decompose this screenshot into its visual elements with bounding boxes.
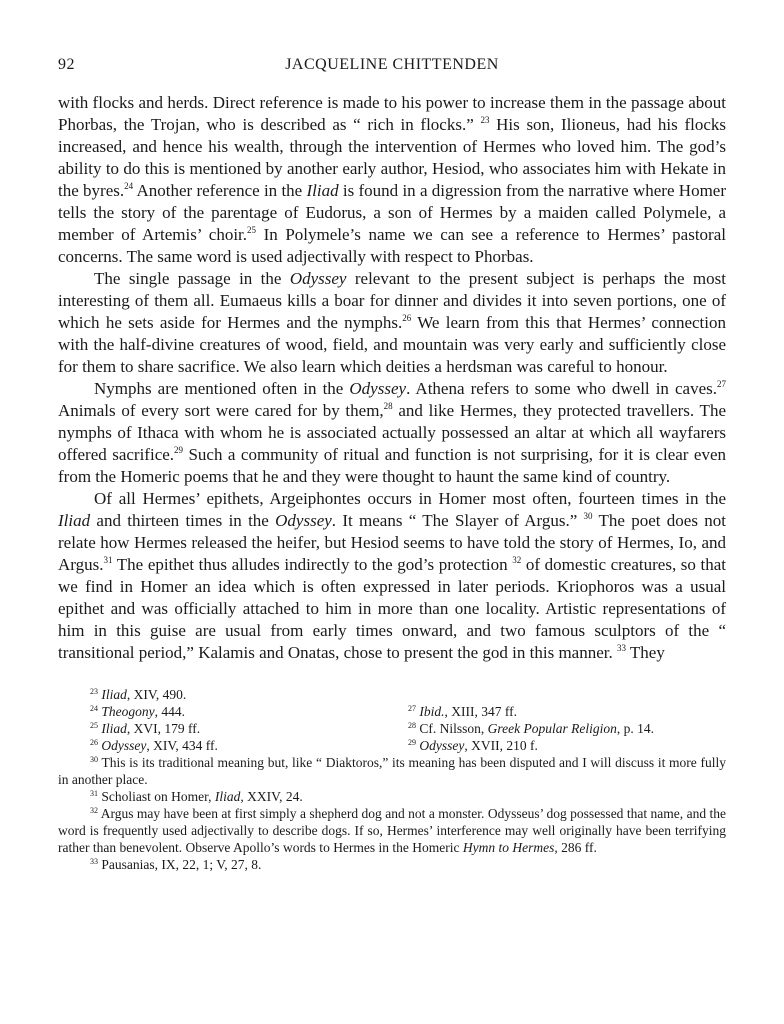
footnote-23: $^{23}$ Iliad, XIV, 490.	[90, 687, 187, 702]
footnote-33: $^{33}$ Pausanias, IX, 22, 1; V, 27, 8.	[90, 857, 262, 872]
footnote-ref-29[interactable]: 29	[174, 445, 184, 455]
footnote-ref-23[interactable]: 23	[480, 115, 490, 125]
page-header	[58, 52, 726, 80]
footnote-ref-26[interactable]: 26	[402, 313, 412, 323]
footnote-ref-27[interactable]: 27	[717, 379, 726, 389]
footnote-ref-30[interactable]: 30	[583, 511, 593, 521]
page-number: 92	[58, 56, 75, 73]
footnote-28: $^{28}$ Cf. Nilsson, Greek Popular Religion, p. 14.	[408, 721, 654, 736]
page	[58, 52, 726, 873]
running-head: JACQUELINE CHITTENDEN	[285, 56, 499, 73]
paragraph-2: The single passage in the Odyssey relevant to the present subject is perhaps the most interesting of them all. Eumaeus kills a boar for dinner and divides it into seven portions, one of which he sets aside for Hermes and the nymphs.$^{26}$ We learn from this that Hermes’ connection with the half-divine creatures of wood, field, and mountain was very early and sufficiently close for them to share sacrifice. We also learn which deities a herdsman was careful to honour.	[58, 269, 726, 376]
footnote-32: $^{32}$ Argus may have been at first simply a shepherd dog and not a monster. Odysseus’ dog possessed that name, and the word is frequently used adjectivally to describe dogs. If so, Hermes’ interference may well originally have been terrifying rather than benevolent. Observe Apollo’s words to Hermes in the Homeric Hymn to Hermes, 286 ff.	[58, 806, 727, 855]
footnote-ref-31[interactable]: 31	[103, 555, 113, 565]
footnote-27: $^{27}$ Ibid., XIII, 347 ff.	[408, 704, 517, 719]
footnote-ref-25[interactable]: 25	[247, 225, 257, 235]
footnote-ref-33[interactable]: 33	[616, 643, 626, 653]
footnotes	[58, 686, 726, 873]
body-text	[58, 92, 726, 664]
footnote-26: $^{26}$ Odyssey, XIV, 434 ff.	[90, 738, 218, 753]
footnote-ref-32[interactable]: 32	[512, 555, 522, 565]
footnote-ref-28[interactable]: 28	[383, 401, 393, 411]
footnote-30: $^{30}$ This is its traditional meaning but, like “ Diaktoros,” its meaning has been disputed and I will discuss it more fully in another place.	[58, 755, 726, 787]
footnotes-short	[58, 686, 726, 754]
footnote-ref-24[interactable]: 24	[124, 181, 134, 191]
paragraph-3: Nymphs are mentioned often in the Odyssey. Athena refers to some who dwell in caves.$^{27}$ Animals of every sort were cared for by them,$^{28}$ and like Hermes, they protected travellers. The nymphs of Ithaca with whom he is associated actually possessed an altar at which all wayfarers offered sacrifice.$^{29}$ Such a community of ritual and function is not surprising, for it is clear even from the Homeric poems that he and they were thought to haunt the same kind of country.	[58, 379, 726, 486]
footnote-29: $^{29}$ Odyssey, XVII, 210 f.	[408, 738, 538, 753]
footnote-25: $^{25}$ Iliad, XVI, 179 ff.	[90, 721, 201, 736]
paragraph-4: Of all Hermes’ epithets, Argeiphontes occurs in Homer most often, fourteen times in the Iliad and thirteen times in the Odyssey. It means “ The Slayer of Argus.” $^{30}$ The poet does not relate how Hermes released the heifer, but Hesiod seems to have told the story of Hermes, Io, and Argus.$^{31}$ The epithet thus alludes indirectly to the god’s protection $^{32}$ of domestic creatures, so that we find in Homer an idea which is often expressed in later periods. Kriophoros was a usual epithet and was officially attached to him in more than one locality. Artistic representations of him in this guise are usual from early times onward, and two famous sculptors of the “ transitional period,” Kalamis and Onatas, chose to present the god in this manner. $^{33}$ They	[58, 489, 726, 662]
footnote-24: $^{24}$ Theogony, 444.	[90, 704, 185, 719]
paragraph-1: with flocks and herds. Direct reference is made to his power to increase them in the passage about Phorbas, the Trojan, who is described as “ rich in flocks.” $^{23}$ His son, Ilioneus, had his flocks increased, and hence his wealth, through the intervention of Hermes who loved him. The god’s ability to do this is mentioned by another early author, Hesiod, who associates him with Hekate in the byres.$^{24}$ Another reference in the Iliad is found in a digression from the narrative where Homer tells the story of the parentage of Eudorus, a son of Hermes by a maiden called Polymele, a member of Artemis’ choir.$^{25}$ In Polymele’s name we can see a reference to Hermes’ pastoral concerns. The same word is used adjectivally with respect to Phorbas.	[58, 93, 726, 266]
footnote-31: $^{31}$ Scholiast on Homer, Iliad, XXIV, 24.	[90, 789, 303, 804]
